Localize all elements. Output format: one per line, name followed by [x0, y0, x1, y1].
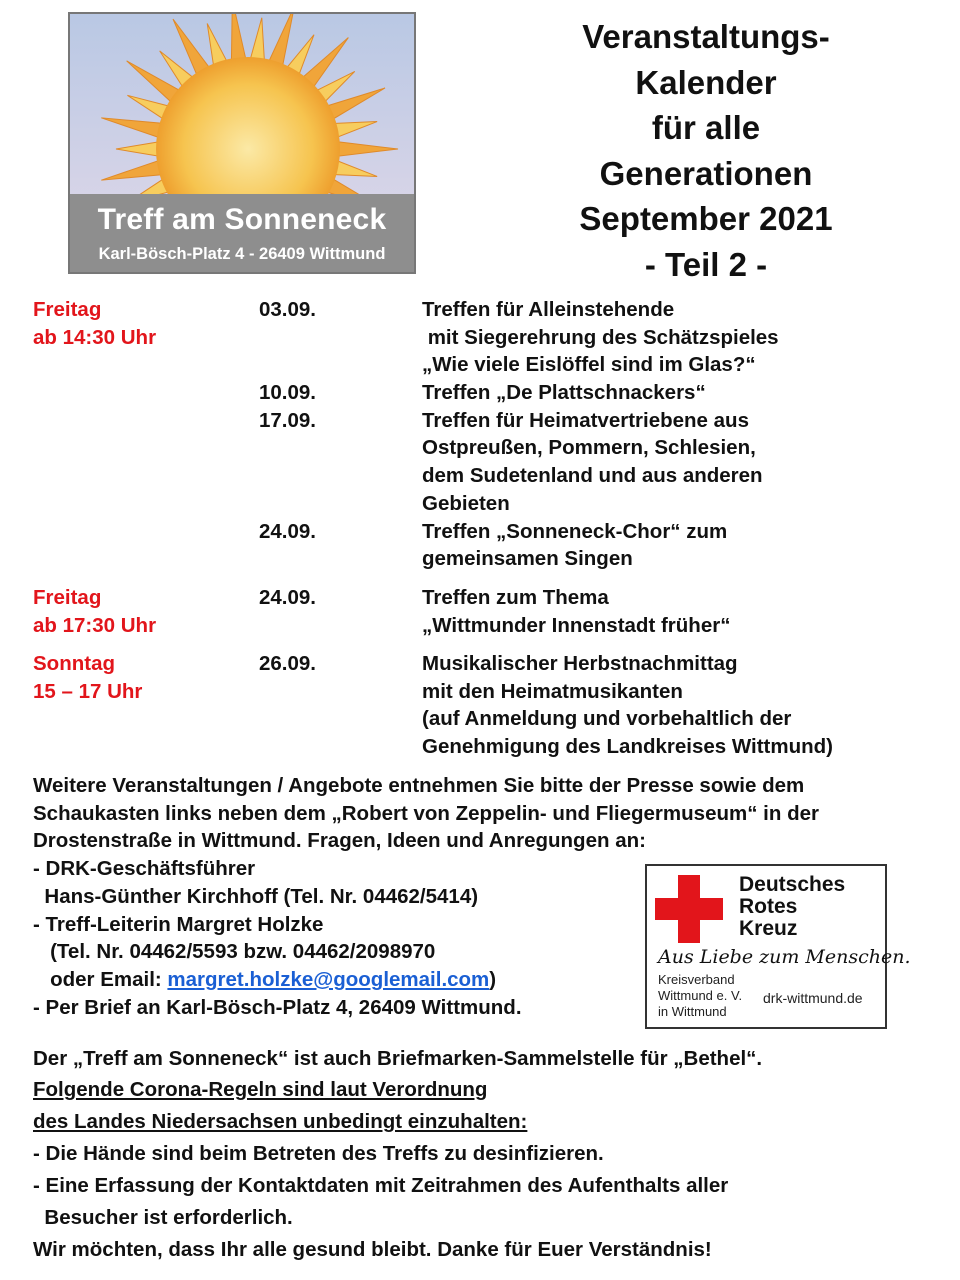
event-description: Treffen für Alleinstehende [422, 298, 675, 321]
rule-item: - Die Hände sind beim Betreten des Treffs zu desinfizieren. [33, 1142, 604, 1165]
heading-line: Kalender [635, 63, 777, 101]
drk-name-line: Kreuz [739, 917, 798, 940]
drk-small-text: in Wittmund [658, 1004, 727, 1019]
rule-item: Besucher ist erforderlich. [33, 1206, 293, 1229]
heading-line: - Teil 2 - [644, 245, 768, 283]
event-day: Freitag [33, 586, 102, 609]
info-text: Hans-Günther Kirchhoff (Tel. Nr. 04462/5414) [33, 885, 479, 908]
drk-small-text: Wittmund e. V. [658, 988, 743, 1003]
event-description: „Wittmunder Innenstadt früher“ [422, 614, 731, 637]
drk-website: drk-wittmund.de [763, 990, 863, 1006]
event-description: Treffen „Sonneneck-Chor“ zum [422, 520, 728, 543]
event-date: 24.09. [259, 586, 316, 609]
event-date: 17.09. [259, 409, 316, 432]
event-description: Ostpreußen, Pommern, Schlesien, [422, 436, 756, 459]
logo-title: Treff am Sonneneck [97, 203, 387, 236]
heading-line: Generationen [599, 154, 813, 192]
event-day: Sonntag [33, 652, 115, 675]
event-description: Musikalischer Herbstnachmittag [422, 652, 738, 675]
event-description: Gebieten [422, 492, 510, 515]
info-text: (Tel. Nr. 04462/5593 bzw. 04462/2098970 [33, 940, 436, 963]
rules-heading: des Landes Niedersachsen unbedingt einzuhalten: [33, 1110, 528, 1133]
logo-caption [70, 194, 414, 272]
event-description: mit Siegerehrung des Schätzspieles [422, 326, 779, 349]
calendar-heading [500, 14, 912, 287]
info-text: - Treff-Leiterin Margret Holzke [33, 913, 324, 936]
email-line [33, 966, 496, 994]
info-text: Drostenstraße in Wittmund. Fragen, Ideen und Anregungen an: [33, 829, 646, 852]
event-date: 03.09. [259, 298, 316, 321]
event-description: mit den Heimatmusikanten [422, 680, 683, 703]
info-text: - DRK-Geschäftsführer [33, 857, 256, 880]
drk-name-line: Rotes [739, 895, 798, 918]
event-description: gemeinsamen Singen [422, 547, 633, 570]
event-description: Genehmigung des Landkreises Wittmund) [422, 735, 834, 758]
heading-line: für alle [651, 109, 761, 146]
rules-heading: Folgende Corona-Regeln sind laut Verordnung [33, 1078, 488, 1101]
event-description: Treffen „De Plattschnackers“ [422, 381, 706, 404]
event-time: ab 17:30 Uhr [33, 614, 157, 637]
drk-name-line: Deutsches [739, 873, 846, 896]
event-description: (auf Anmeldung und vorbehaltlich der [422, 707, 792, 730]
closing-text: Wir möchten, dass Ihr alle gesund bleibt. Danke für Euer Verständnis! [33, 1238, 712, 1261]
heading-line: September 2021 [579, 200, 833, 237]
heading-line: Veranstaltungs- [582, 18, 830, 55]
event-date: 10.09. [259, 381, 316, 404]
drk-name [739, 874, 845, 940]
email-link[interactable]: margret.holzke@googlemail.com [167, 968, 490, 991]
email-suffix: ) [489, 968, 497, 991]
logo-address: Karl-Bösch-Platz 4 - 26409 Wittmund [98, 245, 386, 263]
event-day: Freitag [33, 298, 102, 321]
email-prefix: oder Email: [33, 968, 168, 991]
drk-logo-box [645, 864, 911, 1029]
event-time: 15 – 17 Uhr [33, 680, 143, 703]
bethel-note: Der „Treff am Sonneneck“ ist auch Briefmarken-Sammelstelle für „Bethel“. [33, 1047, 763, 1070]
drk-small-text: Kreisverband [658, 972, 735, 987]
event-description: Treffen für Heimatvertriebene aus [422, 409, 749, 432]
rule-item: - Eine Erfassung der Kontaktdaten mit Zeitrahmen des Aufenthalts aller [33, 1174, 729, 1197]
event-description: dem Sudetenland und aus anderen [422, 464, 763, 487]
info-text: - Per Brief an Karl-Bösch-Platz 4, 26409 Wittmund. [33, 996, 522, 1019]
event-date: 26.09. [259, 652, 316, 675]
event-description: Treffen zum Thema [422, 586, 609, 609]
info-text: Schaukasten links neben dem „Robert von Zeppelin- und Fliegermuseum“ in der [33, 802, 819, 825]
event-time: ab 14:30 Uhr [33, 326, 157, 349]
treff-logo [68, 12, 416, 274]
event-description: „Wie viele Eislöffel sind im Glas?“ [422, 353, 756, 376]
red-cross-icon [655, 875, 723, 943]
info-text: Weitere Veranstaltungen / Angebote entnehmen Sie bitte der Presse sowie dem [33, 774, 805, 797]
drk-slogan: Aus Liebe zum Menschen. [658, 946, 911, 968]
event-date: 24.09. [259, 520, 316, 543]
